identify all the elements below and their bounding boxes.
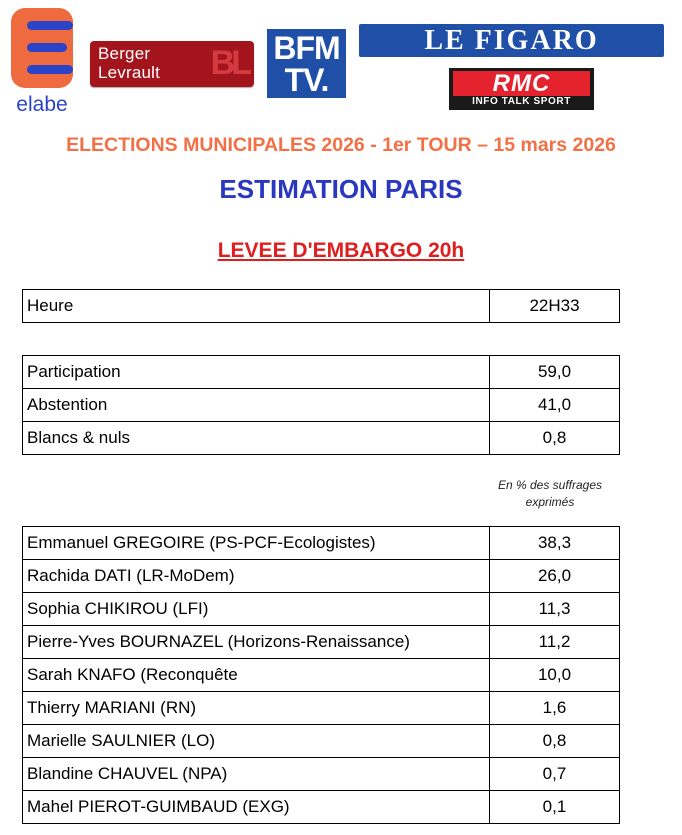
heure-table [22,289,620,323]
berger-levrault-monogram: BL [210,44,248,82]
candidate-score: 10,0 [490,659,620,692]
row-value: 41,0 [490,389,620,422]
elabe-wordmark: elabe [16,93,68,116]
table-row [23,758,620,791]
candidate-name: Mahel PIEROT-GUIMBAUD (EXG) [23,791,490,824]
candidate-score: 26,0 [490,560,620,593]
row-label: Abstention [23,389,490,422]
candidate-score: 11,3 [490,593,620,626]
suffrages-note: En % des suffrages exprimés [497,478,603,509]
tv-word: TV. [284,62,329,98]
candidate-name: Blandine CHAUVEL (NPA) [23,758,490,791]
table-row [23,692,620,725]
elabe-mark-icon [5,6,80,116]
candidates-table [22,526,620,824]
candidate-name: Pierre-Yves BOURNAZEL (Horizons-Renaissance) [23,626,490,659]
bfm-tv-logo [267,29,346,98]
heure-label: Heure [23,290,490,323]
table-row [23,791,620,824]
candidate-name: Emmanuel GREGOIRE (PS-PCF-Ecologistes) [23,527,490,560]
table-row [23,422,620,455]
row-label: Participation [23,356,490,389]
row-value: 0,8 [490,422,620,455]
table-row [23,290,620,323]
participation-table [22,355,620,455]
candidate-name: Rachida DATI (LR-MoDem) [23,560,490,593]
table-row [23,389,620,422]
table-row [23,356,620,389]
bfm-word: BFM [273,30,340,66]
heure-value: 22H33 [490,290,620,323]
candidate-score: 1,6 [490,692,620,725]
candidate-score: 0,7 [490,758,620,791]
row-label: Blancs & nuls [23,422,490,455]
candidate-score: 11,2 [490,626,620,659]
candidate-score: 0,8 [490,725,620,758]
election-title: ELECTIONS MUNICIPALES 2026 - 1er TOUR – 15 mars 2026 [66,134,616,156]
berger-levrault-logo [90,41,254,87]
table-row [23,593,620,626]
table-row [23,560,620,593]
candidate-score: 0,1 [490,791,620,824]
candidate-score: 38,3 [490,527,620,560]
le-figaro-logo [359,24,664,57]
berger-word: Berger [98,44,151,63]
candidate-name: Marielle SAULNIER (LO) [23,725,490,758]
candidate-name: Sophia CHIKIROU (LFI) [23,593,490,626]
embargo-title: LEVEE D'EMBARGO 20h [217,239,465,262]
levrault-word: Levrault [98,63,161,82]
berger-levrault-wordmark [98,44,160,82]
estimation-title: ESTIMATION PARIS [219,174,463,204]
row-value: 59,0 [490,356,620,389]
rmc-logo [449,68,594,110]
rmc-wordmark: RMC [453,71,590,96]
le-figaro-wordmark: LE FIGARO [424,25,599,56]
candidate-name: Sarah KNAFO (Reconquête [23,659,490,692]
table-row [23,527,620,560]
table-row [23,626,620,659]
table-row [23,725,620,758]
candidate-name: Thierry MARIANI (RN) [23,692,490,725]
elabe-logo [5,6,80,116]
table-row [23,659,620,692]
rmc-tagline: INFO TALK SPORT [472,96,571,107]
